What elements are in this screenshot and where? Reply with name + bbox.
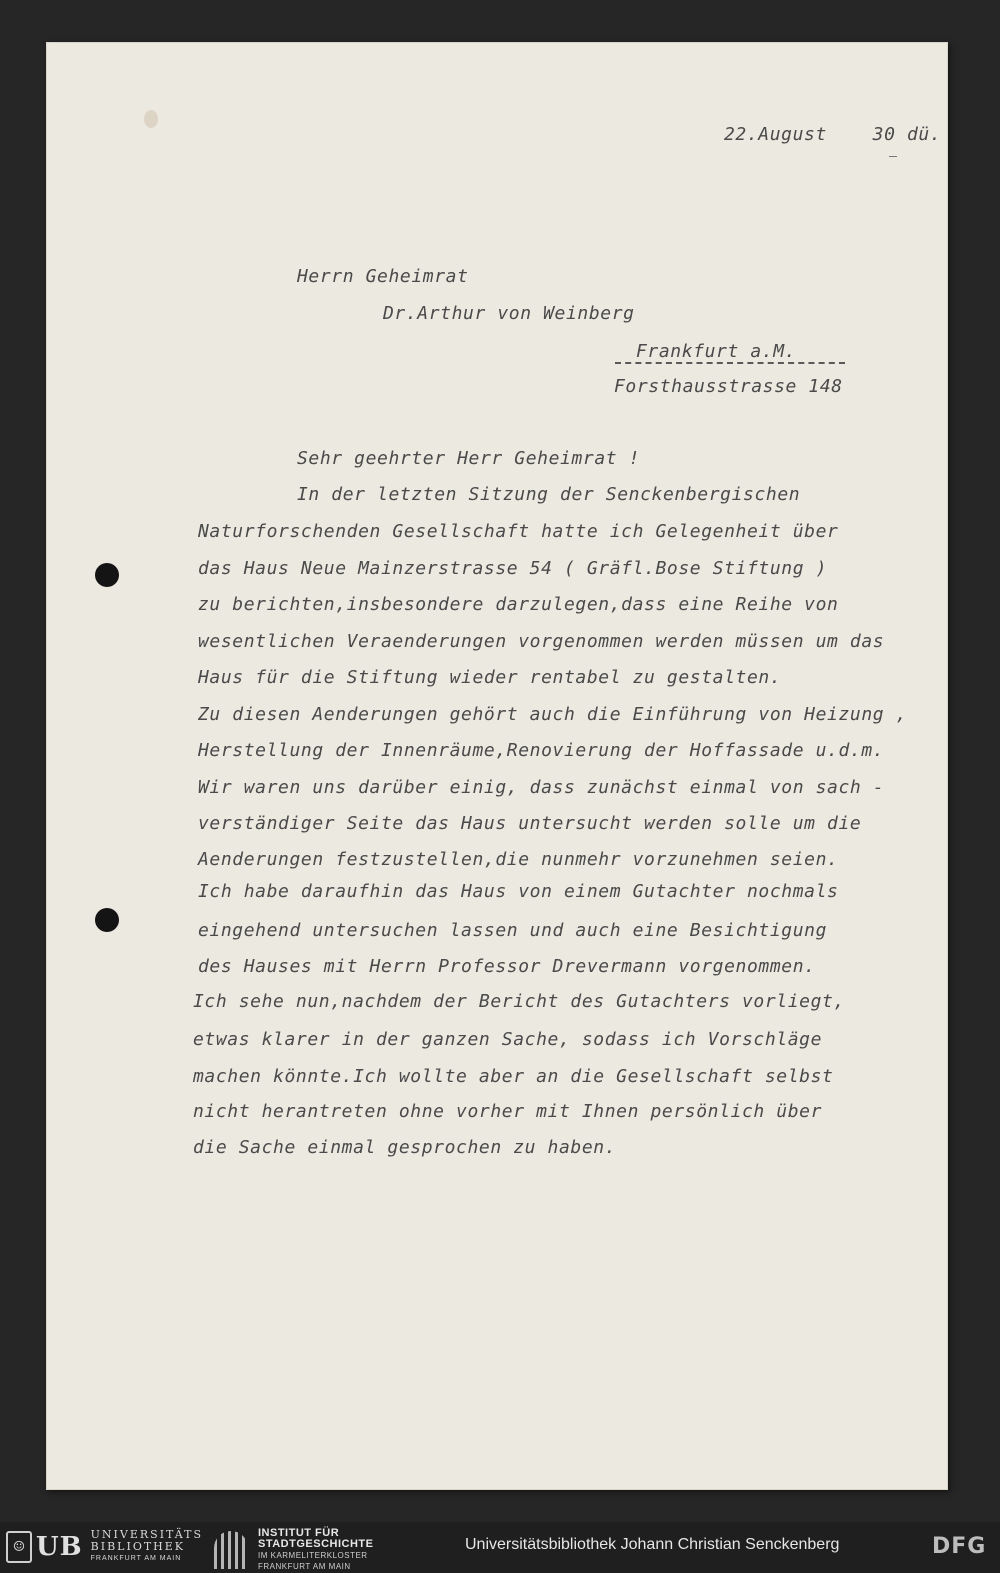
address-street: Forsthausstrasse 148 [614,376,843,397]
date-tick-mark [889,156,897,157]
body-line: Herstellung der Innenräume,Renovierung der Hoffassade u.d.m. [198,740,885,761]
ub-logo-line-1: UNIVERSITÄTS [90,1528,203,1541]
body-line: Ich sehe nun,nachdem der Bericht des Gutachters vorliegt, [193,991,845,1012]
body-line: eingehend untersuchen lassen und auch eine Besichtigung [198,920,828,941]
footer-bar [0,1522,1000,1573]
body-line: nicht herantreten ohne vorher mit Ihnen persönlich über [193,1101,823,1122]
ub-logo-line-2: BIBLIOTHEK [90,1540,186,1553]
address-city: Frankfurt a.M. [636,341,797,362]
body-line: Aenderungen festzustellen,die nunmehr vorzunehmen seien. [198,849,839,870]
ub-logo[interactable] [6,1530,203,1564]
body-line: In der letzten Sitzung der Senckenbergischen [297,484,801,505]
dfg-logo[interactable]: DFG [932,1534,987,1559]
body-line: machen könnte.Ich wollte aber an die Gesellschaft selbst [193,1066,834,1087]
ifs-logo[interactable] [214,1528,373,1572]
body-line: zu berichten,insbesondere darzulegen,dass eine Reihe von [198,594,839,615]
body-line: Naturforschenden Gesellschaft hatte ich Gelegenheit über [198,521,839,542]
cloister-arch-icon [214,1531,248,1569]
body-line: des Hauses mit Herrn Professor Drevermann vorgenommen. [198,956,816,977]
body-line: verständiger Seite das Haus untersucht werden solle um die [198,813,862,834]
ub-logo-line-3: FRANKFURT AM MAIN [90,1555,182,1562]
salutation: Sehr geehrter Herr Geheimrat ! [297,448,641,469]
ifs-logo-line-2: STADTGESCHICHTE [258,1538,374,1550]
ub-logo-letters: UB [36,1532,83,1562]
paper-stain [144,110,158,128]
library-title: Universitätsbibliothek Johann Christian Senckenberg [465,1536,840,1553]
body-line: etwas klarer in der ganzen Sache, sodass ich Vorschläge [193,1029,823,1050]
punch-hole-bottom [95,908,119,932]
punch-hole-top [95,563,119,587]
city-underline [615,362,845,364]
body-line: Haus für die Stiftung wieder rentabel zu gestalten. [198,667,782,688]
body-line: Ich habe daraufhin das Haus von einem Gutachter nochmals [198,881,839,902]
body-line: das Haus Neue Mainzerstrasse 54 ( Gräfl.Bose Stiftung ) [198,558,828,579]
address-line-1: Herrn Geheimrat [297,266,469,287]
letter-date: 22.August 30 dü. [724,124,942,145]
letter-page [46,42,948,1490]
body-line: Wir waren uns darüber einig, dass zunächst einmal von sach - [198,777,885,798]
ifs-logo-line-3: IM KARMELITERKLOSTER [258,1551,368,1560]
body-line: die Sache einmal gesprochen zu haben. [193,1137,617,1158]
senckenberg-portrait-icon: ☺ [6,1531,32,1563]
address-line-2: Dr.Arthur von Weinberg [383,303,635,324]
body-line: wesentlichen Veraenderungen vorgenommen werden müssen um das [198,631,885,652]
body-line: Zu diesen Aenderungen gehört auch die Einführung von Heizung , [198,704,908,725]
ifs-logo-line-1: INSTITUT FÜR [258,1527,340,1539]
ifs-logo-line-4: FRANKFURT AM MAIN [258,1562,351,1571]
